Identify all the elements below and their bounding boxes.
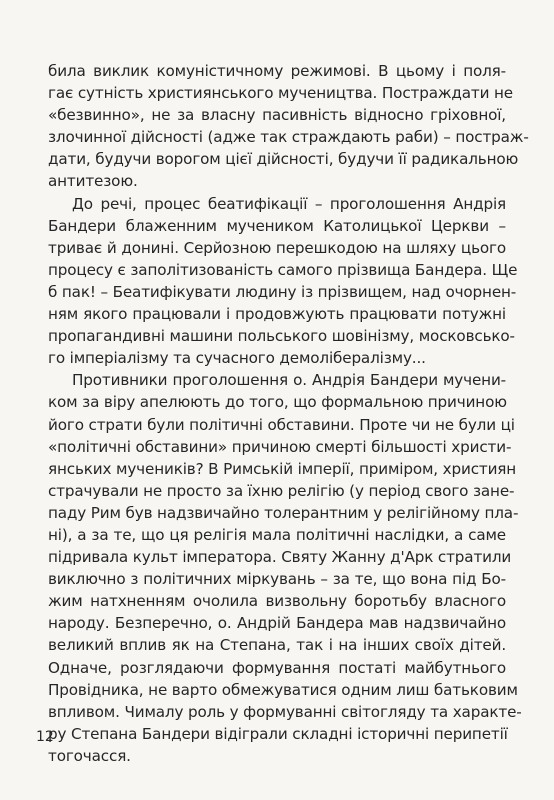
text-line: жим натхненням очолила визвольну боротьбу власного [48,592,506,611]
text-line: б пак! – Беатифікувати людину із прізвищем, над очорнен- [48,282,517,301]
paragraph-2 [48,193,518,370]
text-line: ру Степана Бандери відіграли складні історичні перипетії [48,724,508,743]
text-line: великий вплив як на Степана, так і на інших своїх дітей. [48,636,506,655]
text-line: тогочасся. [48,746,131,765]
text-line: дати, будучи ворогом цієї дійсності, будучи її радикальною [48,150,519,169]
page-number: 12 [36,729,54,745]
text-line: паду Рим був надзвичайно толерантним у релігійному пла- [48,503,519,522]
paragraph-1 [48,60,529,193]
page-text [48,60,529,767]
text-line: пропагандивні машини польського шовінізму, московсько- [48,327,515,346]
text-line: била виклик комуністичному режимові. В цьому і поля- [48,62,506,80]
text-line: ні), а за те, що ця релігія мала політичні наслідки, а саме [48,525,506,544]
text-line: гає сутність християнського мучеництва. Постраждати не [48,84,513,103]
text-line: Провідника, не варто обмежуватися одним лиш батьковим [48,680,518,699]
text-line: триває й донині. Серйозною перешкодою на шляху цього [48,238,506,257]
text-line: «політичні обставини» причиною смерті більшості христи- [48,437,512,456]
text-line: янських мучеників? В Римській імперії, приміром, християн [48,459,517,478]
text-line: страчували не просто за їхню релігію (у період свого зане- [48,481,515,500]
text-line: До речі, процес беатифікації – проголошення Андрія [72,194,506,213]
text-line: виключно з політичних міркувань – за те, що вона під Бо- [48,570,506,589]
text-line: «безвинно», не за власну пасивність відносно гріховної, [48,106,506,125]
text-line: антитезою. [48,172,138,191]
text-line: підривала культ імператора. Святу Жанну д'Арк стратили [48,548,512,567]
text-line: його страти були політичні обставини. Проте чи не були ці [48,415,515,434]
text-line: ням якого працювали і продовжують працювати потужні [48,305,506,324]
text-line: процесу є заполітизованість самого прізвища Бандера. Ще [48,260,518,279]
text-line: народу. Безперечно, о. Андрій Бандера мав надзвичайно [48,614,506,633]
paragraph-3 [48,369,522,767]
text-line: Противники проголошення о. Андрія Бандери мучени- [72,371,506,390]
text-line: го імперіалізму та сучасного демолібералізму... [48,349,426,368]
text-line: ком за віру апелюють до того, що формальною причиною [48,393,507,412]
text-line: злочинної дійсності (адже так страждають раби) – постраж- [48,128,529,147]
text-line: впливом. Чималу роль у формуванні світогляду та характе- [48,702,522,721]
text-line: Одначе, розглядаючи формування постаті майбутнього [48,658,506,677]
text-line: Бандери блаженним мучеником Католицької Церкви – [48,216,506,235]
